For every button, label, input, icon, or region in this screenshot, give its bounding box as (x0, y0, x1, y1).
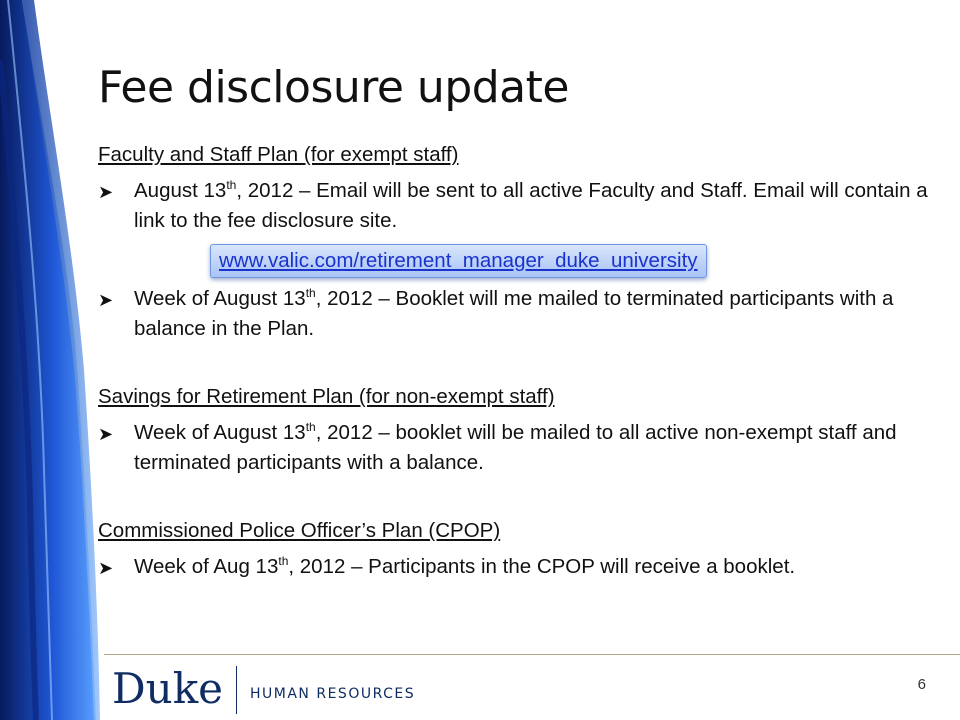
footer-divider (104, 654, 960, 655)
bullet-text-part: August 13 (134, 179, 227, 202)
bullet-text-part: , 2012 – Booklet will me mailed to terminated participants with a balance in the Plan. (134, 287, 894, 340)
bullet-text-part: Week of August 13 (134, 421, 306, 444)
bullet-item (98, 284, 928, 344)
superscript: th (278, 554, 289, 569)
slide-title: Fee disclosure update (98, 62, 569, 113)
bullet-text (134, 284, 928, 344)
section-heading: Faculty and Staff Plan (for exempt staff) (98, 143, 459, 166)
duke-logo-wordmark: Duke (112, 664, 224, 713)
bullet-text-part: Week of August 13 (134, 287, 306, 310)
bullet-text (134, 418, 928, 478)
spacer (98, 486, 928, 516)
spacer (98, 352, 928, 382)
bullet-text (134, 552, 928, 583)
bullet-text-part: Week of Aug 13 (134, 555, 279, 578)
logo-unit-label: HUMAN RESOURCES (250, 686, 416, 702)
bullet-text-part: , 2012 – Email will be sent to all active Faculty and Staff. Email will contain a link to the fee disclosure site. (134, 179, 928, 232)
superscript: th (226, 178, 237, 193)
logo-separator (236, 666, 237, 714)
link-container (210, 244, 928, 278)
arrow-bullet-icon: ➤ (98, 424, 114, 444)
arrow-bullet-icon: ➤ (98, 182, 114, 202)
bullet-item (98, 176, 928, 236)
arrow-bullet-icon: ➤ (98, 290, 114, 310)
slide-content (98, 140, 928, 591)
section-heading: Savings for Retirement Plan (for non-exempt staff) (98, 385, 555, 408)
bullet-text-part: , 2012 – Participants in the CPOP will receive a booklet. (288, 555, 796, 578)
superscript: th (305, 420, 316, 435)
superscript: th (305, 286, 316, 301)
page-number: 6 (917, 676, 926, 693)
arrow-bullet-icon: ➤ (98, 558, 114, 578)
fee-disclosure-link[interactable]: www.valic.com/retirement_manager_duke_university (210, 244, 707, 278)
section-heading: Commissioned Police Officer’s Plan (CPOP) (98, 519, 501, 542)
bullet-text (134, 176, 928, 236)
bullet-text-part: , 2012 – booklet will be mailed to all active non-exempt staff and terminated participants with a balance. (134, 421, 897, 474)
bullet-item (98, 552, 928, 583)
bullet-item (98, 418, 928, 478)
